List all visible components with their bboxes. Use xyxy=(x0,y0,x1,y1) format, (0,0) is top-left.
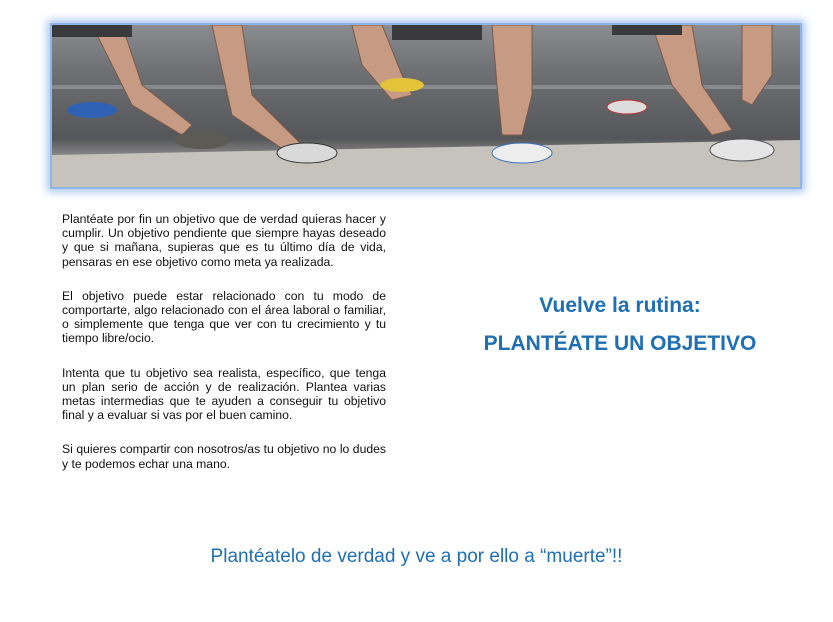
paragraph: Si quieres compartir con nosotros/as tu objetivo no lo dudes y te podemos echar una mano. xyxy=(62,442,386,471)
hero-image xyxy=(50,23,802,189)
side-heading xyxy=(430,287,810,363)
paragraph: El objetivo puede estar relacionado con tu modo de comportarte, algo relacionado con el área laboral o familiar, o simplemente que tenga que ver con tu crecimiento y tu tiempo libre/ocio. xyxy=(62,288,386,346)
paragraph: Plantéate por fin un objetivo que de verdad quieras hacer y cumplir. Un objetivo pendiente que siempre hayas deseado y que si mañana, supieras que es tu último día de vida, pensaras en ese objetivo como meta ya realizada. xyxy=(62,212,386,269)
paragraph: Intenta que tu objetivo sea realista, específico, que tenga un plan serio de acción y de realización. Plantea varias metas intermedias que te ayuden a conseguir tu objetivo final y a evaluar si vas por el buen camino. xyxy=(62,365,386,423)
heading-line-2: PLANTÉATE UN OBJETIVO xyxy=(483,332,757,355)
heading-line-1: Vuelve la rutina: xyxy=(539,294,701,317)
closing-line: Plantéatelo de verdad y ve a por ello a “muerte”!! xyxy=(210,546,623,567)
marathon-runners-legs-image xyxy=(52,25,800,187)
body-text xyxy=(62,212,386,491)
